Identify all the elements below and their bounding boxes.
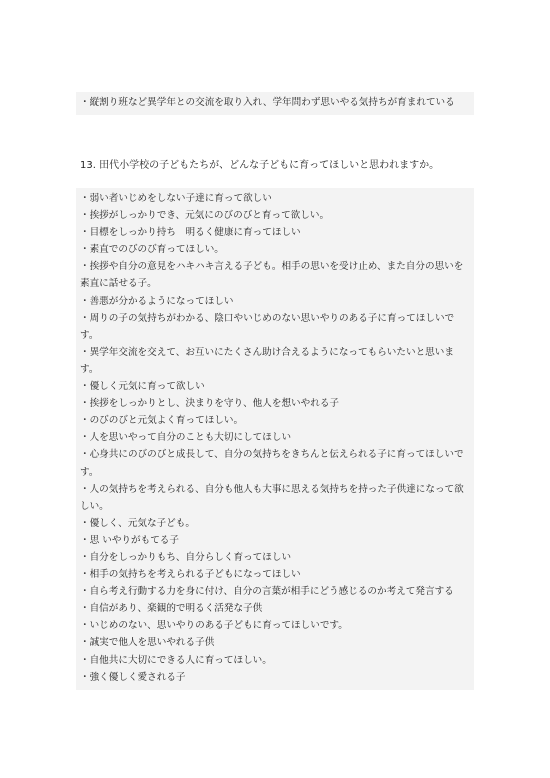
- list-item: ・誠実で他人を思いやれる子供: [80, 637, 215, 649]
- list-item: ・心身共にのびのびと成長して、自分の気持ちをきちんと伝えられる子に育ってほしいです。: [80, 449, 464, 478]
- list-item: ・自信があり、楽観的で明るく活発な子供: [80, 603, 263, 615]
- list-item: ・挨拶がしっかりでき、元気にのびのびと育って欲しい。: [80, 210, 330, 222]
- previous-answer-text: ・縦割り班など異学年との交流を取り入れ、学年問わず思いやる気持ちが育まれている: [80, 97, 455, 108]
- question-heading: 13. 田代小学校の子どもたちが、どんな子どもに育ってほしいと思われますか。: [80, 160, 440, 171]
- list-item: ・素直でのびのび育ってほしい。: [80, 244, 224, 256]
- list-item: ・自ら考え行動する力を身に付け、自分の言葉が相手にどう感じるのか考えて発言する: [80, 586, 454, 598]
- list-item: ・いじめのない、思いやりのある子どもに育ってほしいです。: [80, 620, 348, 632]
- list-item: ・思 いやりがもてる子: [80, 534, 179, 546]
- list-item: ・優しく、元気な子ども。: [80, 517, 195, 529]
- list-item: ・挨拶や自分の意見をハキハキ言える子ども。相手の思いを受け止め、また自分の思いを素直に話せる子。: [80, 261, 464, 290]
- list-item: ・人の気持ちを考えられる、自分も他人も大事に思える気持ちを持った子供達になって欲しい。: [80, 483, 464, 512]
- list-item: ・弱い者いじめをしない子達に育って欲しい: [80, 193, 272, 204]
- list-item: ・周りの子の気持ちがわかる、陰口やいじめのない思いやりのある子に育ってほしいです。: [80, 312, 455, 341]
- list-item: ・強く優しく愛される子: [80, 671, 186, 683]
- answers-block: [76, 188, 474, 690]
- list-item: ・相手の気持ちを考えられる子どもになってほしい: [80, 569, 301, 581]
- list-item: ・目標をしっかり持ち 明るく健康に育ってほしい: [80, 227, 301, 239]
- list-item: ・善悪が分かるようになってほしい: [80, 295, 234, 307]
- list-item: ・優しく元気に育って欲しい: [80, 381, 205, 393]
- list-item: ・のびのびと元気よく育ってほしい。: [80, 415, 244, 427]
- list-item: ・挨拶をしっかりとし、決まりを守り、他人を想いやれる子: [80, 398, 340, 410]
- list-item: ・自他共に大切にできる人に育ってほしい。: [80, 654, 272, 666]
- list-item: ・異学年交流を交えて、お互いにたくさん助け合えるようになってもらいたいと思います。: [80, 346, 454, 375]
- list-item: ・人を思いやって自分のことも大切にしてほしい: [80, 432, 292, 444]
- list-item: ・自分をしっかりもち、自分らしく育ってほしい: [80, 551, 292, 563]
- previous-answer-block: [76, 92, 474, 115]
